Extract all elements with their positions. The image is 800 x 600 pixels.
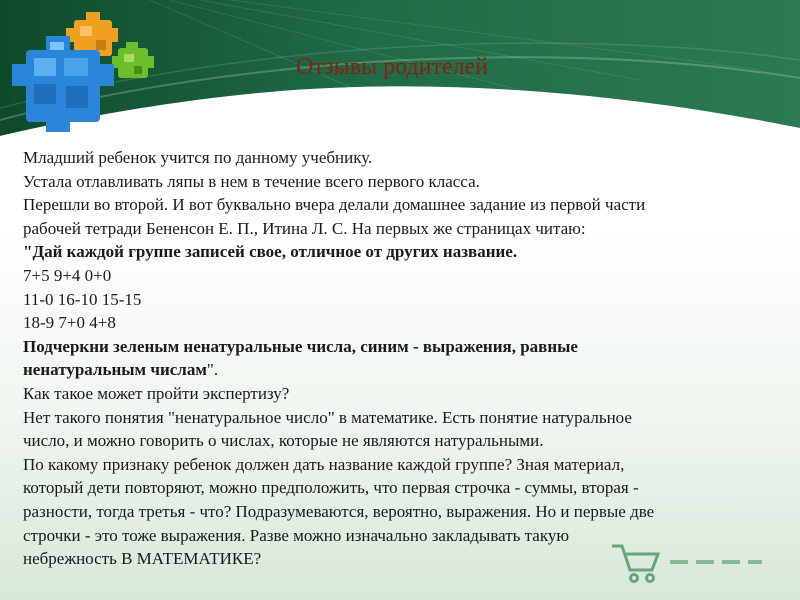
puzzle-blocks-logo bbox=[6, 6, 166, 136]
text-line: Перешли во второй. И вот буквально вчера делали домашнее задание из первой части bbox=[23, 195, 646, 215]
text-line: рабочей тетради Бененсон Е. П., Итина Л. С. На первых же страницах читаю: bbox=[23, 218, 586, 238]
text-line bbox=[23, 358, 779, 382]
shopping-cart-icon bbox=[608, 540, 768, 590]
task-quote-fragment: ненатуральным числам bbox=[23, 360, 207, 380]
text-line: Нет такого понятия "ненатуральное число" в математике. Есть понятие натуральное bbox=[23, 407, 632, 427]
text-line: небрежность В МАТЕМАТИКЕ? bbox=[23, 549, 262, 569]
text-line: Младший ребенок учится по данному учебнику. bbox=[23, 148, 373, 167]
text-line: Устала отлавливать ляпы в нем в течение всего первого класса. bbox=[23, 171, 480, 191]
text-line: разности, тогда третья - что? Подразумеваются, вероятно, выражения. Но и первые две bbox=[23, 501, 655, 521]
text-line: который дети повторяют, можно предположить, что первая строчка - суммы, вторая - bbox=[23, 478, 639, 498]
quote-close: ". bbox=[206, 360, 219, 380]
text-line: число, и можно говорить о числах, которые не являются натуральными. bbox=[23, 431, 544, 451]
text-line: По какому признаку ребенок должен дать название каждой группе? Зная материал, bbox=[23, 454, 625, 474]
expression-line: 7+5 9+4 0+0 bbox=[23, 265, 112, 285]
task-quote-line: "Дай каждой группе записей свое, отличное от других название. bbox=[23, 242, 518, 262]
expression-line: 11-0 16-10 15-15 bbox=[23, 289, 142, 309]
expression-line: 18-9 7+0 4+8 bbox=[23, 313, 116, 333]
task-quote-line: Подчеркни зеленым ненатуральные числа, синим - выражения, равные bbox=[23, 336, 578, 356]
text-line: Как такое может пройти экспертизу? bbox=[23, 383, 290, 403]
text-line: строчки - это тоже выражения. Разве можно изначально закладывать такую bbox=[23, 525, 570, 545]
review-text bbox=[23, 146, 779, 571]
slide-title: Отзывы родителей bbox=[296, 54, 489, 80]
